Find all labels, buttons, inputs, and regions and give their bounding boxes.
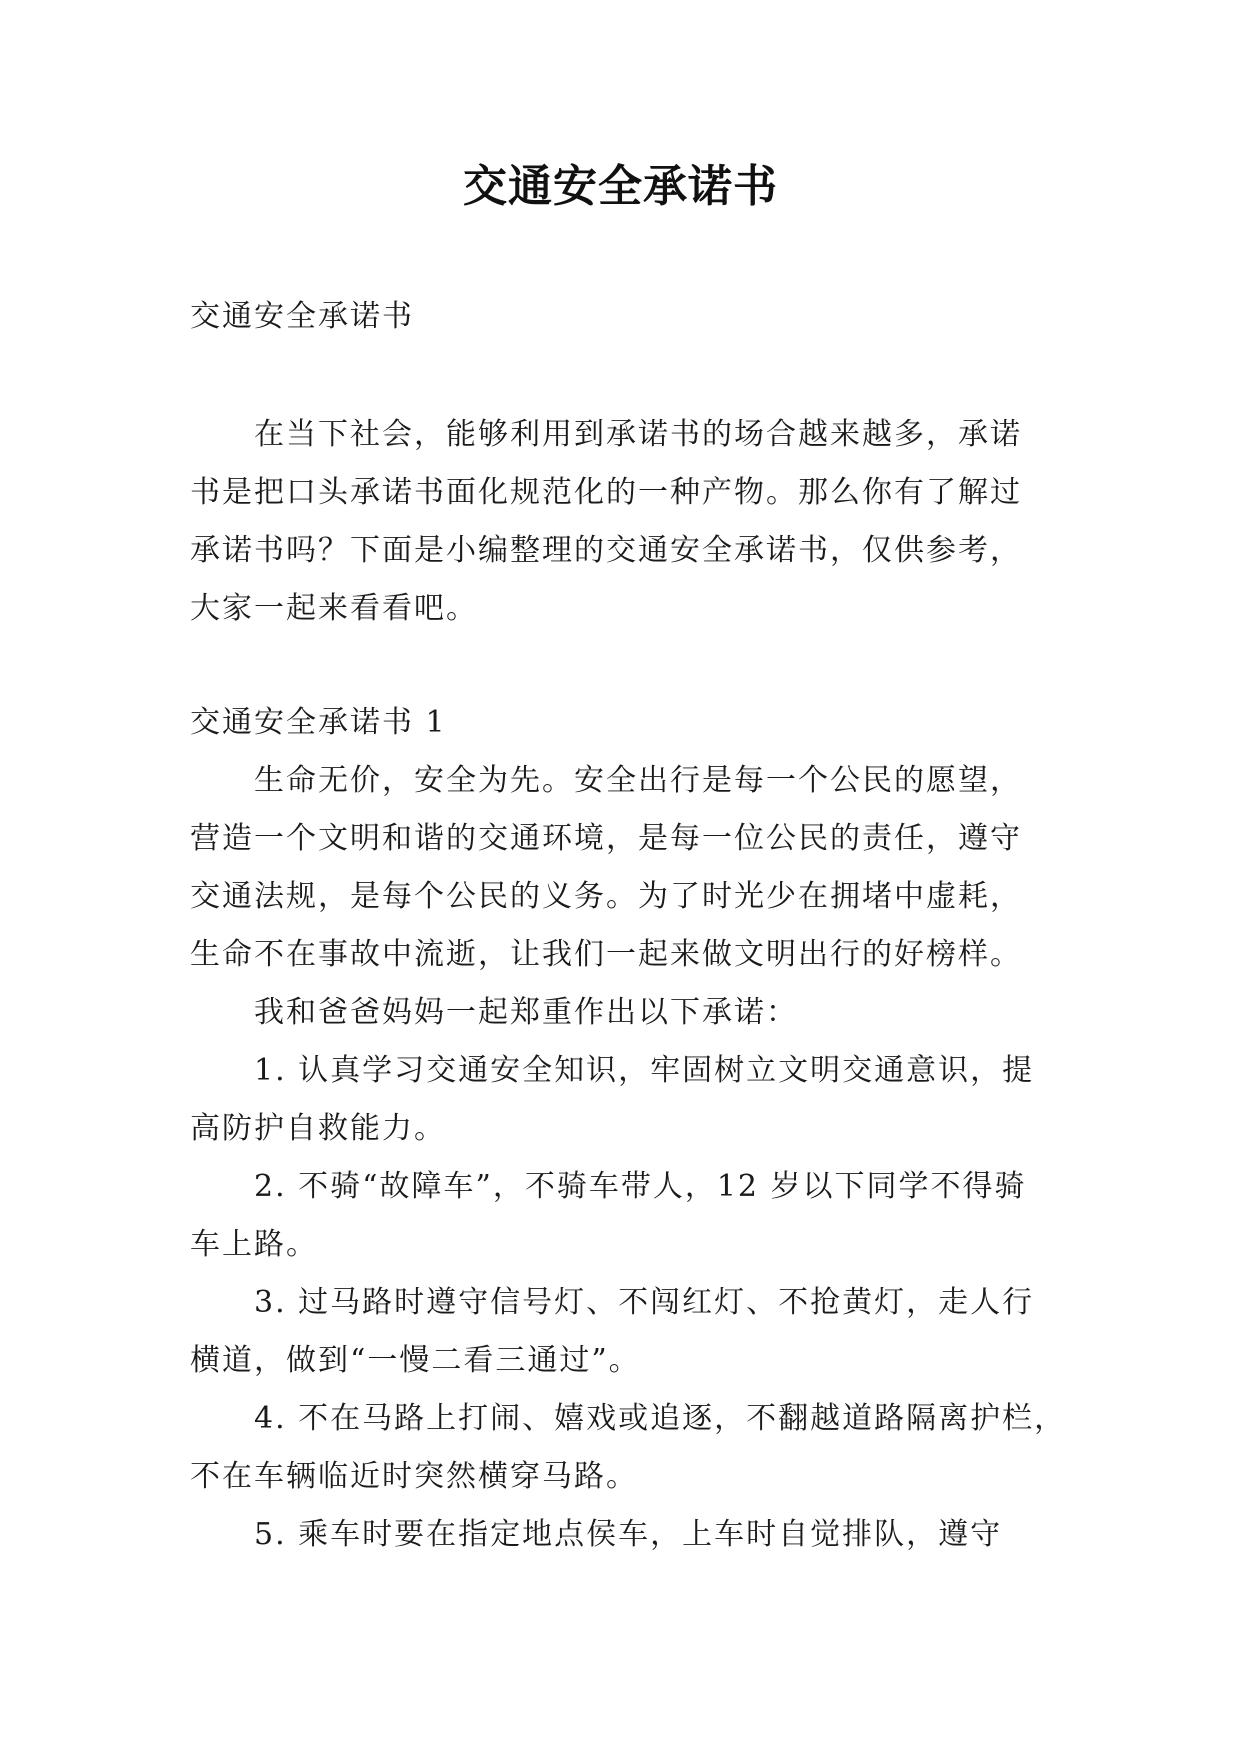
pledge-item [190, 1274, 1050, 1390]
section-paragraph [190, 752, 1050, 1042]
intro-line: 在当下社会，能够利用到承诺书的场合越来越多，承诺 [254, 417, 1022, 452]
intro-paragraph [190, 406, 1050, 638]
pledge-item-line: 2. 不骑“故障车”，不骑车带人，12 岁以下同学不得骑 [254, 1169, 1027, 1204]
intro-line: 书是把口头承诺书面化规范化的一种产物。那么你有了解过 [190, 475, 1022, 510]
section-line: 生命不在事故中流逝，让我们一起来做文明出行的好榜样。 [190, 937, 1022, 972]
intro-line: 大家一起来看看吧。 [190, 591, 478, 626]
pledge-item-line: 横道，做到“一慢二看三通过”。 [190, 1343, 641, 1378]
document-subtitle: 交通安全承诺书 [190, 299, 414, 334]
pledge-item-line: 4. 不在马路上打闹、嬉戏或追逐，不翻越道路隔离护栏， [254, 1401, 1067, 1436]
section-heading: 交通安全承诺书 1 [190, 705, 447, 740]
pledge-item-line: 1. 认真学习交通安全知识，牢固树立文明交通意识，提 [254, 1053, 1035, 1088]
pledge-item-line: 5. 乘车时要在指定地点侯车，上车时自觉排队，遵守 [254, 1517, 1003, 1552]
section-line: 营造一个文明和谐的交通环境，是每一位公民的责任，遵守 [190, 821, 1022, 856]
pledge-item [190, 1506, 1050, 1564]
document-title: 交通安全承诺书 [463, 161, 778, 212]
pledge-list [190, 1042, 1067, 1564]
pledge-intro: 我和爸爸妈妈一起郑重作出以下承诺： [254, 995, 798, 1030]
pledge-item [190, 1390, 1067, 1506]
pledge-item-line: 3. 过马路时遵守信号灯、不闯红灯、不抢黄灯，走人行 [254, 1285, 1035, 1320]
section-line: 交通法规，是每个公民的义务。为了时光少在拥堵中虚耗， [190, 879, 1022, 914]
section-line: 生命无价，安全为先。安全出行是每一个公民的愿望， [254, 763, 1022, 798]
pledge-item-line: 高防护自救能力。 [190, 1111, 446, 1146]
pledge-item [190, 1158, 1050, 1274]
pledge-item-line: 不在车辆临近时突然横穿马路。 [190, 1459, 638, 1494]
pledge-item-line: 车上路。 [190, 1227, 318, 1262]
intro-line: 承诺书吗？下面是小编整理的交通安全承诺书，仅供参考， [190, 533, 1022, 568]
pledge-item [190, 1042, 1050, 1158]
document-body [190, 288, 1067, 1564]
